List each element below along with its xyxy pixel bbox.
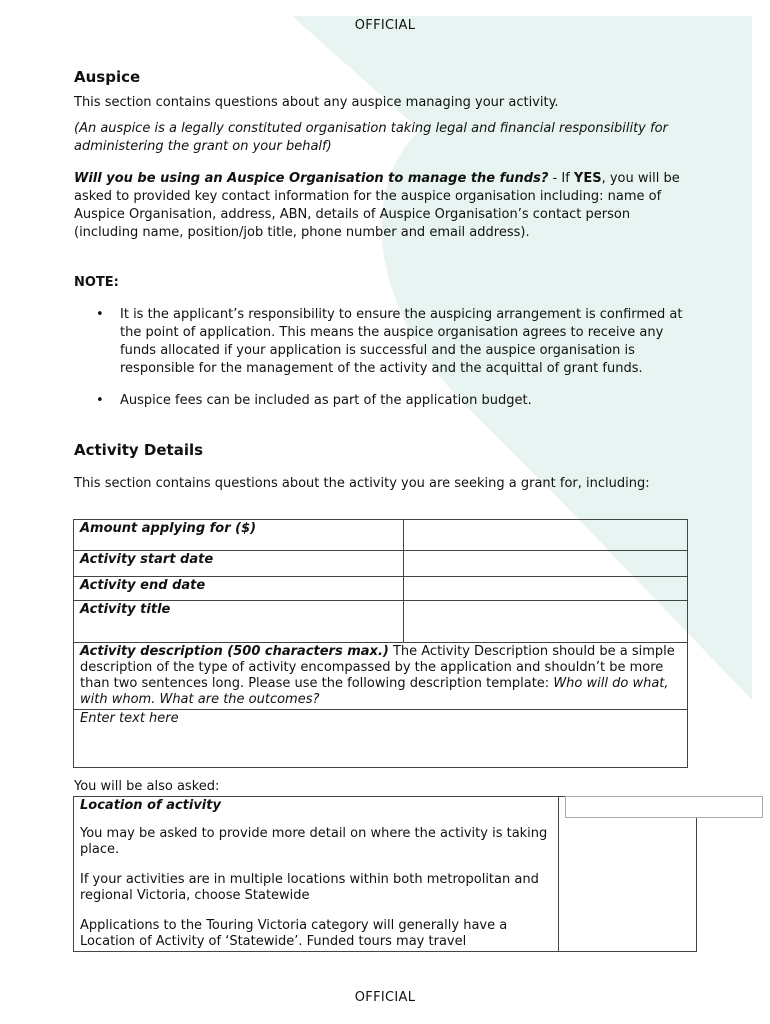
auspice-question <box>74 170 689 242</box>
activity-heading: Activity Details <box>74 441 204 459</box>
amount-input[interactable] <box>403 520 687 551</box>
start-date-label: Activity start date <box>74 551 404 577</box>
also-asked-intro: You will be also asked: <box>74 779 220 794</box>
location-paragraph: You may be asked to provide more detail on where the activity is taking place. <box>80 826 548 857</box>
table-row <box>74 551 688 577</box>
footer-marking: OFFICIAL <box>354 990 416 1005</box>
amount-label: Amount applying for ($) <box>74 520 404 551</box>
table-row <box>74 710 688 768</box>
table-row <box>74 643 688 710</box>
auspice-question-sep: - If <box>548 171 574 186</box>
description-instructions <box>74 643 688 710</box>
auspice-definition: (An auspice is a legally constituted organisation taking legal and financial responsibility for administering the grant on your behalf) <box>74 121 668 154</box>
description-text: The Activity Description should be a simple description of the type of activity encompassed by the application and shouldn’t be more than two sentences long. Please use the following description template: <box>80 644 675 691</box>
location-answer-cell[interactable] <box>559 797 697 952</box>
title-input[interactable] <box>403 601 687 643</box>
location-paragraph: Applications to the Touring Victoria category will generally have a Location of Activity of ‘Statewide’. Funded tours may travel <box>80 918 508 949</box>
note-item: • Auspice fees can be included as part of the application budget. <box>74 392 689 410</box>
note-item: • It is the applicant’s responsibility to ensure the auspicing arrangement is confirmed at the point of application. This means the auspice organisation agrees to receive any funds allocated if your application is successful and the auspice organisation is responsible for the management of the activity and the acquittal of grant funds. <box>74 306 689 378</box>
location-label: Location of activity <box>80 798 221 813</box>
end-date-label: Activity end date <box>74 577 404 601</box>
title-label: Activity title <box>74 601 404 643</box>
location-table <box>73 796 697 952</box>
table-row <box>74 577 688 601</box>
note-list <box>74 306 689 424</box>
description-label: Activity description (500 characters max.) <box>80 644 389 659</box>
auspice-question-label: Will you be using an Auspice Organisation to manage the funds? <box>74 171 549 186</box>
location-select[interactable] <box>565 796 763 818</box>
auspice-heading: Auspice <box>74 68 141 86</box>
table-row <box>74 520 688 551</box>
location-cell <box>74 797 559 952</box>
activity-details-table <box>73 519 688 768</box>
auspice-yes: YES <box>573 171 602 186</box>
auspice-question-rest: , you will be asked to provided key contact information for the auspice organisation including: name of Auspice Organisation, address, ABN, details of Auspice Organisation’s contact person (including name, position/job title, phone number and email address). <box>74 171 680 240</box>
auspice-intro: This section contains questions about any auspice managing your activity. <box>74 95 559 110</box>
table-row <box>74 797 697 952</box>
location-paragraph: If your activities are in multiple locations within both metropolitan and regional Victoria, choose Statewide <box>80 872 539 903</box>
header-marking: OFFICIAL <box>354 18 416 33</box>
table-row <box>74 601 688 643</box>
activity-intro: This section contains questions about the activity you are seeking a grant for, including: <box>74 476 650 491</box>
end-date-input[interactable] <box>403 577 687 601</box>
note-label: NOTE: <box>74 275 119 290</box>
start-date-input[interactable] <box>403 551 687 577</box>
description-input[interactable]: Enter text here <box>74 710 688 768</box>
description-template: Who will do what, with whom. What are the outcomes? <box>80 676 669 707</box>
